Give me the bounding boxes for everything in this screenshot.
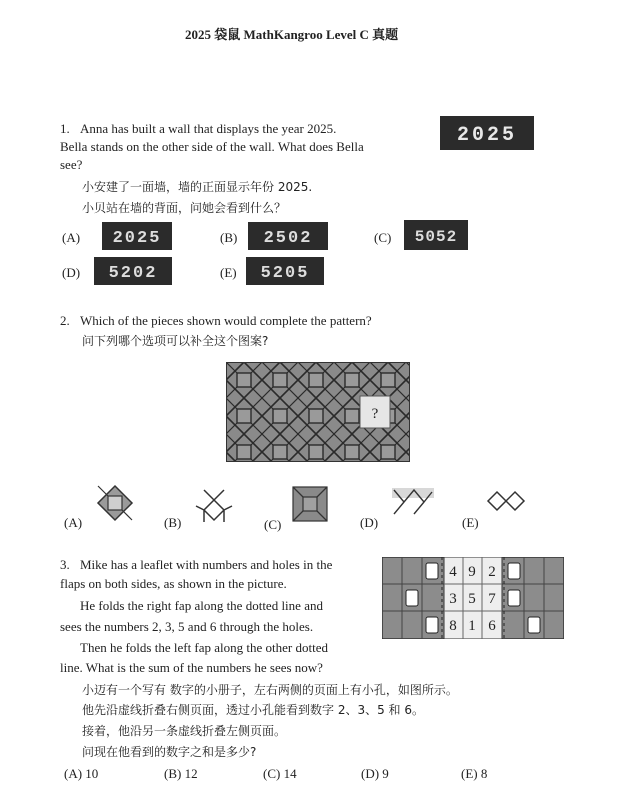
q1-option-a-label[interactable]: (A): [62, 230, 81, 245]
q3-option-c[interactable]: (C) 14: [263, 766, 297, 781]
q3-text-zh-1: 小迈有一个写有 数字的小册子，左右两侧的页面上有小孔，如图所示。: [82, 683, 458, 697]
q1-option-a-pattern: 2025: [112, 229, 162, 248]
q3-text-en-3: He folds the right fap along the dotted line and: [80, 598, 323, 613]
q3-text-zh-4: 问现在他看到的数字之和是多少?: [82, 745, 257, 759]
grid-cell: 7: [488, 591, 496, 607]
q1-option-c-pattern: 5052: [414, 228, 458, 246]
q2-text-en: Which of the pieces shown would complete the pattern?: [80, 313, 372, 328]
q1-option-b-label[interactable]: (B): [220, 230, 238, 245]
wall-year: 2025: [456, 124, 518, 147]
question-mark: ?: [371, 406, 379, 422]
q3-text-en-6: line. What is the sum of the numbers he sees now?: [60, 660, 323, 675]
q1-text-en-3: see?: [60, 157, 83, 172]
q3-text-en-4: sees the numbers 2, 3, 5 and 6 through the holes.: [60, 619, 314, 634]
q3-text-en-2: flaps on both sides, as shown in the picture.: [60, 576, 287, 591]
q2-option-a-label[interactable]: (A): [64, 515, 83, 530]
q2-option-a-image[interactable]: [96, 484, 134, 522]
q1-option-c-label[interactable]: (C): [374, 230, 392, 245]
q2-number: 2.: [60, 313, 70, 328]
q1-text-en-2: Bella stands on the other side of the wall. What does Bella: [60, 139, 364, 154]
wall-figure: [440, 116, 534, 150]
q1-text-zh-2: 小贝站在墙的背面，问她会看到什么？: [82, 201, 287, 215]
grid-cell: 2: [488, 564, 496, 580]
q1-text-en-1: Anna has built a wall that displays the year 2025.: [80, 121, 337, 136]
grid-cell: 9: [468, 564, 476, 580]
q2-option-b-label[interactable]: (B): [164, 515, 182, 530]
grid-cell: 4: [449, 564, 457, 580]
q2-option-d-label[interactable]: (D): [360, 515, 379, 530]
q3-text-en-1: Mike has a leaflet with numbers and holes in the: [80, 557, 333, 572]
q1-option-e-image[interactable]: [246, 257, 324, 285]
grid-cell: 6: [488, 618, 496, 634]
grid-cell: 5: [468, 591, 476, 607]
q3-option-a[interactable]: (A) 10: [64, 766, 99, 781]
q1-number: 1.: [60, 121, 70, 136]
q3-option-e[interactable]: (E) 8: [461, 766, 488, 781]
grid-cell: 1: [468, 618, 476, 634]
q2-option-b-image[interactable]: [194, 488, 234, 524]
page-title: 2025 袋鼠 MathKangroo Level C 真题: [185, 27, 399, 42]
grid-cell: 8: [449, 618, 457, 634]
q3-option-b[interactable]: (B) 12: [164, 766, 198, 781]
q1-option-d-image[interactable]: [94, 257, 172, 285]
q2-option-e-image[interactable]: [486, 490, 526, 512]
leaflet-figure: [382, 557, 564, 639]
q3-text-zh-2: 他先沿虚线折叠右侧页面，透过小孔能看到数字 2、3、5 和 6。: [82, 703, 424, 717]
q1-option-c-image[interactable]: [404, 220, 468, 250]
q3-number: 3.: [60, 557, 70, 572]
q2-option-c-label[interactable]: (C): [264, 517, 282, 532]
q1-option-d-label[interactable]: (D): [62, 265, 81, 280]
grid-cell: 3: [449, 591, 457, 607]
q1-option-b-pattern: 2502: [263, 229, 313, 248]
q1-text-zh-1: 小安建了一面墙，墙的正面显示年份 2025.: [82, 180, 313, 194]
q1-option-b-image[interactable]: [248, 222, 328, 250]
q2-text-zh: 问下列哪个选项可以补全这个图案?: [82, 334, 269, 348]
q1-option-e-label[interactable]: (E): [220, 265, 237, 280]
q2-option-c-image[interactable]: [292, 486, 328, 522]
pattern-figure: [226, 362, 410, 462]
q3-option-d[interactable]: (D) 9: [361, 766, 389, 781]
q3-text-zh-3: 接着，他沿另一条虚线折叠左侧页面。: [82, 724, 287, 738]
q1-option-d-pattern: 5202: [108, 264, 158, 283]
q3-text-en-5: Then he folds the left fap along the other dotted: [80, 640, 329, 655]
q2-option-d-image[interactable]: [392, 488, 434, 516]
q2-option-e-label[interactable]: (E): [462, 515, 479, 530]
q1-option-a-image[interactable]: [102, 222, 172, 250]
q1-option-e-pattern: 5205: [260, 264, 310, 283]
